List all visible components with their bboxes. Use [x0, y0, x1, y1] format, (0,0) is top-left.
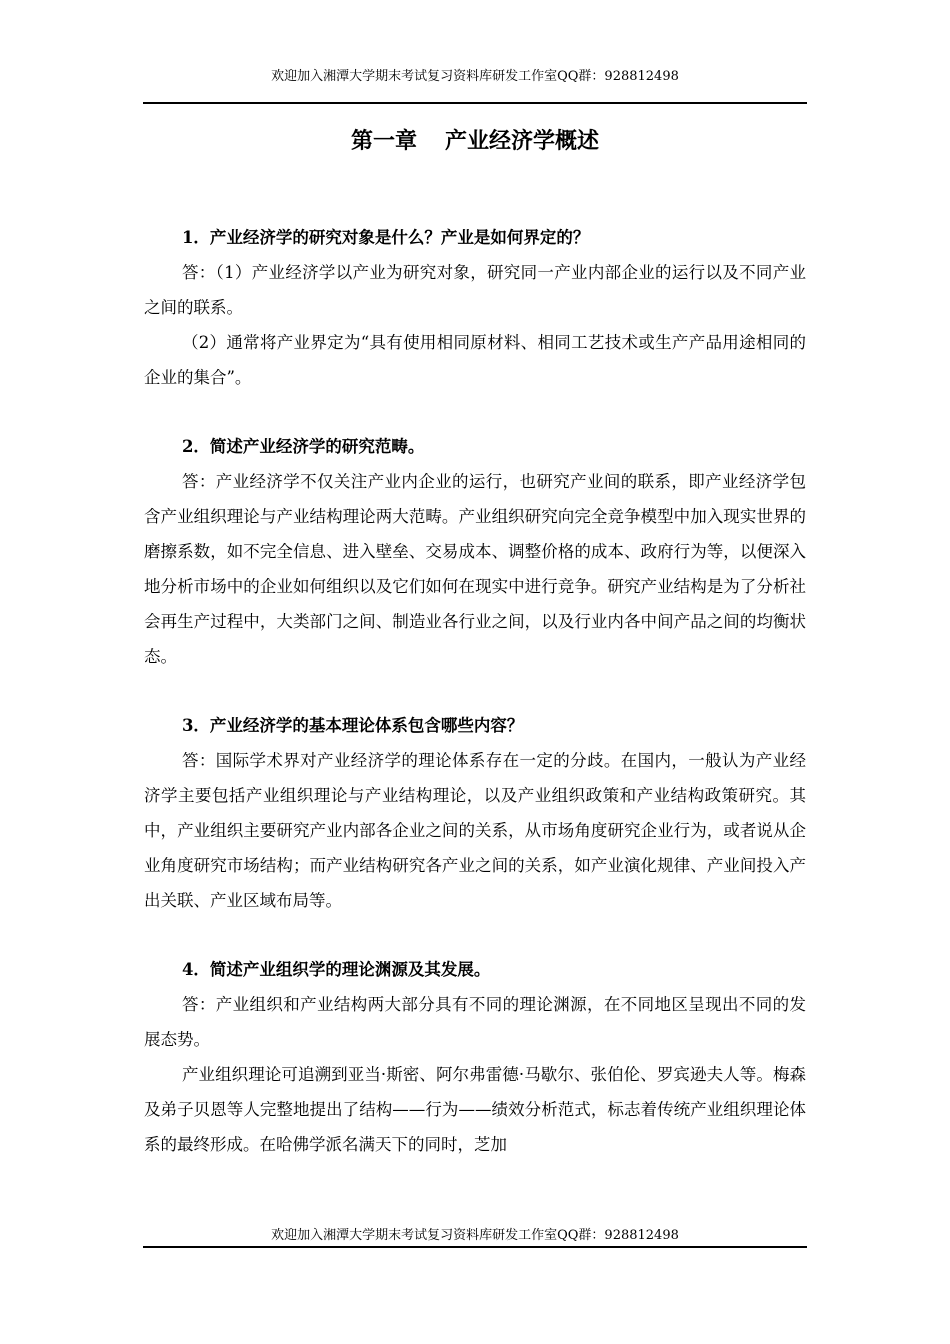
answer-1-paragraph-2: （2）通常将产业界定为“具有使用相同原材料、相同工艺技术或生产产品用途相同的企业的集合”。 [144, 333, 806, 387]
answer-4-paragraph-2: 产业组织理论可追溯到亚当·斯密、阿尔弗雷德·马歇尔、张伯伦、罗宾逊夫人等。梅森及弟子贝恩等人完整地提出了结构——行为——绩效分析范式，标志着传统产业组织理论体系的最终形成。在哈佛学派名满天下的同时，芝加 [144, 1065, 806, 1154]
question-1: 1．产业经济学的研究对象是什么？产业是如何界定的？ [181, 228, 590, 247]
chapter-name: 产业经济学概述 [445, 128, 600, 154]
question-2: 2．简述产业经济学的研究范畴。 [181, 437, 425, 456]
chapter-title [0, 124, 950, 158]
answer-2-paragraph-1: 答：产业经济学不仅关注产业内企业的运行，也研究产业间的联系，即产业经济学包含产业组织理论与产业结构理论两大范畴。产业组织研究向完全竞争模型中加入现实世界的磨擦系数，如不完全信息、进入壁垒、交易成本、调整价格的成本、政府行为等，以便深入地分析市场中的企业如何组织以及它们如何在现实中进行竞争。研究产业结构是为了分析社会再生产过程中，大类部门之间、制造业各行业之间，以及行业内各中间产品之间的均衡状态。 [144, 472, 806, 666]
answer-4-paragraph-1: 答：产业组织和产业结构两大部分具有不同的理论渊源，在不同地区呈现出不同的发展态势。 [144, 995, 806, 1049]
answer-3-paragraph-1: 答：国际学术界对产业经济学的理论体系存在一定的分歧。在国内，一般认为产业经济学主要包括产业组织理论与产业结构理论，以及产业组织政策和产业结构政策研究。其中，产业组织主要研究产业内部各企业之间的关系，从市场角度研究企业行为，或者说从企业角度研究市场结构；而产业结构研究各产业之间的关系，如产业演化规律、产业间投入产出关联、产业区域布局等。 [144, 751, 806, 910]
answer-1-paragraph-1: 答：（1）产业经济学以产业为研究对象，研究同一产业内部企业的运行以及不同产业之间的联系。 [144, 263, 806, 317]
question-3: 3．产业经济学的基本理论体系包含哪些内容？ [181, 716, 524, 735]
chapter-number: 第一章 [350, 128, 417, 154]
document-body [144, 220, 806, 1162]
page-header: 欢迎加入湘潭大学期末考试复习资料库研发工作室QQ群：928812498 [271, 69, 679, 84]
footer-divider [143, 1246, 807, 1248]
page-footer: 欢迎加入湘潭大学期末考试复习资料库研发工作室QQ群：928812498 [271, 1228, 679, 1243]
header-divider [143, 102, 807, 104]
question-4: 4．简述产业组织学的理论渊源及其发展。 [181, 960, 491, 979]
